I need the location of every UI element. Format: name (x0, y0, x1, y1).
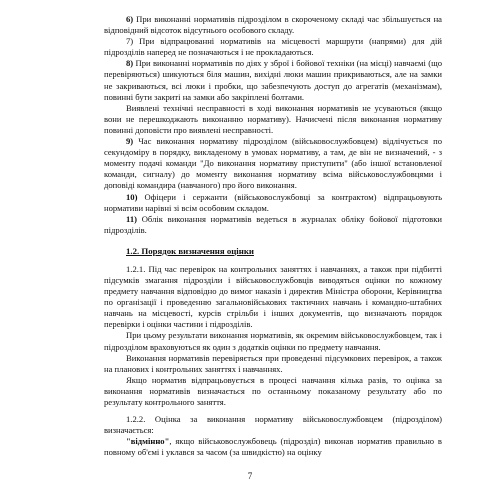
paragraph-repeat: Якщо норматив відпрацьовується в процесі навчання кілька разів, то оцінка за виконання нормативів визначається по останньому показаному результату або по результату контрольного заняття. (104, 374, 442, 407)
paragraph-checks: Виконання нормативів перевіряється при проведенні підсумкових перевірок, а також на планових і контрольних заняттях і навчаннях. (104, 352, 442, 374)
paragraph-item-10 (104, 192, 442, 214)
paragraph-item-11 (104, 214, 442, 236)
paragraph-grade-excellent (104, 436, 442, 458)
item-number: 10) (126, 191, 138, 202)
item-text: Час виконання нормативу підрозділом (військовослужбовцем) відлічується по секундоміру в порядку, викладеному в умовах нормативу, а там, де він не визначений, - з моменту подачі команди "До виконання нормативу приступити" (або іншої встановленої команди, сигналу) до моменту виконання нормативу всіма військовослужбовцями і доповіді командира (навчаного) про його виконання. (104, 136, 442, 191)
paragraph-item-6 (104, 14, 442, 36)
item-text: 7) При відпрацюванні нормативів на місцевості маршрути (напрями) для дій підрозділів наперед не позначаються і не прокладаються. (104, 36, 442, 58)
page-number: 7 (247, 471, 253, 481)
item-text: Виявлені технічні несправності в ході виконання нормативів не усуваються (якщо вони не перешкоджають виконанню нормативу). Начисчені після виконання нормативу повинні доповісти про виявлені несправності. (104, 102, 442, 135)
paragraph-results: При цьому результати виконання нормативів, як окремим військовослужбовцем, так і підрозділом враховуються як один з додатків оцінки по предмету навчання. (104, 330, 442, 352)
paragraph-item-8 (104, 58, 442, 102)
paragraph-item-9 (104, 136, 442, 191)
item-number: 11) (126, 213, 137, 224)
item-number: 9) (126, 136, 134, 147)
item-text: Офіцери і сержанти (військовослужбовці за контрактом) відпрацьовують нормативи нарівні зі всім особовим складом. (104, 191, 442, 213)
paragraph-item-7 (104, 36, 442, 58)
item-text: При виконанні нормативів по діях у зброї і бойової техніки (на місці) навчаємі (що перевіряються) шикуються біля машин, вихідні люки машин прикриваються, але на замки не закриваються, всі люки і пробки, що забезпечують доступ до агрегатів (механізмам), повинні бути закриті на замки або закріплені болтами. (104, 58, 442, 102)
paragraph-defects (104, 103, 442, 136)
grade-term: "відмінно" (126, 436, 170, 447)
paragraph-1-2-2: 1.2.2. Оцінка за виконання нормативу військовослужбовцем (підрозділом) визначається: (104, 414, 442, 436)
item-text: Облік виконання нормативів ведеться в журналах обліку бойової підготовки підрозділів. (104, 213, 442, 235)
paragraph-1-2-1: 1.2.1. Під час перевірок на контрольних заняттях і навчаннях, а також при підбитті підсумків змагання підрозділи і військовослужбовців виводяться оцінки по кожному предмету навчання відповідно до вимог наказів і директив Міністра оборони, Керівництва по організації і проведенню загальновійськових тактичних навчань і командно-штабних навчань на місцевості, курсів стрільби і інших документів, що визначають порядок перевірки і оцінки частини і підрозділів. (104, 263, 442, 330)
grade-text: , якщо військовослужбовець (підрозділ) виконав норматив правильно в повному об'ємі і уклався за часом (за швидкістю) на оцінку (104, 436, 442, 458)
item-number: 6) (126, 14, 134, 24)
section-heading: 1.2. Порядок визначення оцінки (126, 245, 254, 256)
item-number: 8) (126, 58, 134, 69)
item-text: При виконанні нормативів підрозділом в скороченому складі час збільшується на відповідний відсоток відсутнього особового складу. (104, 14, 442, 36)
